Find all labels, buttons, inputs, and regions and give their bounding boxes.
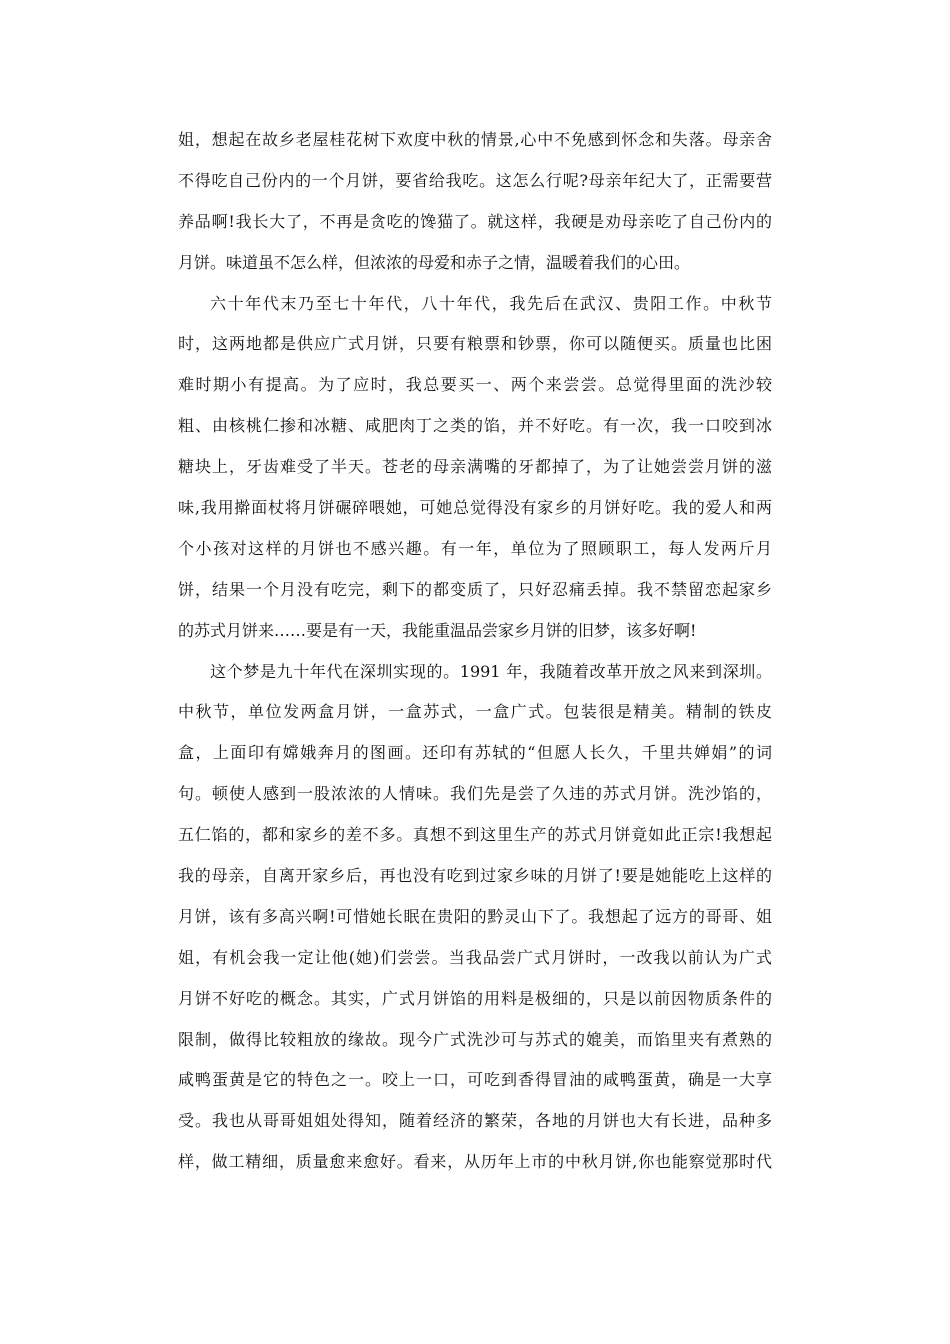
text-line: 限制，做得比较粗放的缘故。现今广式洗沙可与苏式的媲美，而馅里夹有煮熟的: [178, 1029, 772, 1049]
text-line: 月饼。味道虽不怎么样，但浓浓的母爱和赤子之情，温暖着我们的心田。: [178, 252, 691, 272]
text-line: 受。我也从哥哥姐姐处得知，随着经济的繁荣，各地的月饼也大有长进，品种多: [178, 1111, 772, 1131]
text-line: 姐，想起在故乡老屋桂花树下欢度中秋的情景,心中不免感到怀念和失落。母亲舍: [178, 130, 772, 149]
text-line: 样，做工精细，质量愈来愈好。看来，从历年上市的中秋月饼,你也能察觉那时代: [178, 1152, 772, 1172]
text-line: 我的母亲，自离开家乡后，再也没有吃到过家乡味的月饼了!要是她能吃上这样的: [178, 866, 772, 886]
text-line: 时，这两地都是供应广式月饼，只要有粮票和钞票，你可以随便买。质量也比困: [178, 334, 772, 354]
paragraph: [178, 652, 772, 1184]
text-line: 味,我用擀面杖将月饼碾碎喂她，可她总觉得没有家乡的月饼好吃。我的爱人和两: [178, 498, 772, 518]
text-line: 不得吃自己份内的一个月饼，要省给我吃。这怎么行呢?母亲年纪大了，正需要营: [178, 170, 772, 190]
document-body: [178, 120, 772, 1183]
text-line: 月饼不好吃的概念。其实，广式月饼馅的用料是极细的，只是以前因物质条件的: [178, 988, 772, 1008]
text-line: 月饼，该有多高兴啊!可惜她长眠在贵阳的黔灵山下了。我想起了远方的哥哥、姐: [178, 906, 772, 926]
paragraph: [178, 120, 772, 284]
text-line: 饼，结果一个月没有吃完，剩下的都变质了，只好忍痛丢掉。我不禁留恋起家乡: [178, 579, 772, 599]
text-line: 姐，有机会我一定让他(她)们尝尝。当我品尝广式月饼时，一改我以前认为广式: [178, 947, 772, 967]
text-line: 六十年代末乃至七十年代，八十年代，我先后在武汉、贵阳工作。中秋节: [210, 293, 772, 313]
paragraph: [178, 284, 772, 652]
text-line: 五仁馅的，都和家乡的差不多。真想不到这里生产的苏式月饼竟如此正宗!我想起: [178, 825, 772, 845]
text-line: 盒，上面印有嫦娥奔月的图画。还印有苏轼的“但愿人长久，千里共婵娟”的词: [178, 743, 772, 763]
text-line: 养品啊!我长大了，不再是贪吃的馋猫了。就这样，我硬是劝母亲吃了自己份内的: [178, 211, 772, 231]
text-line: 这个梦是九十年代在深圳实现的。1991 年，我随着改革开放之风来到深圳。: [210, 661, 772, 681]
text-line: 咸鸭蛋黄是它的特色之一。咬上一口，可吃到香得冒油的咸鸭蛋黄，确是一大享: [178, 1070, 772, 1090]
text-line: 的苏式月饼来……要是有一天，我能重温品尝家乡月饼的旧梦，该多好啊!: [178, 620, 697, 640]
text-line: 句。顿使人感到一股浓浓的人情味。我们先是尝了久违的苏式月饼。洗沙馅的，: [178, 784, 772, 804]
text-line: 个小孩对这样的月饼也不感兴趣。有一年，单位为了照顾职工，每人发两斤月: [178, 538, 772, 558]
text-line: 中秋节，单位发两盒月饼，一盒苏式，一盒广式。包装很是精美。精制的铁皮: [178, 702, 772, 722]
text-line: 难时期小有提高。为了应时，我总要买一、两个来尝尝。总觉得里面的洗沙较: [178, 375, 772, 395]
text-line: 糖块上，牙齿难受了半天。苍老的母亲满嘴的牙都掉了，为了让她尝尝月饼的滋: [178, 457, 772, 477]
text-line: 粗、由核桃仁掺和冰糖、咸肥肉丁之类的馅，并不好吃。有一次，我一口咬到冰: [178, 416, 772, 436]
